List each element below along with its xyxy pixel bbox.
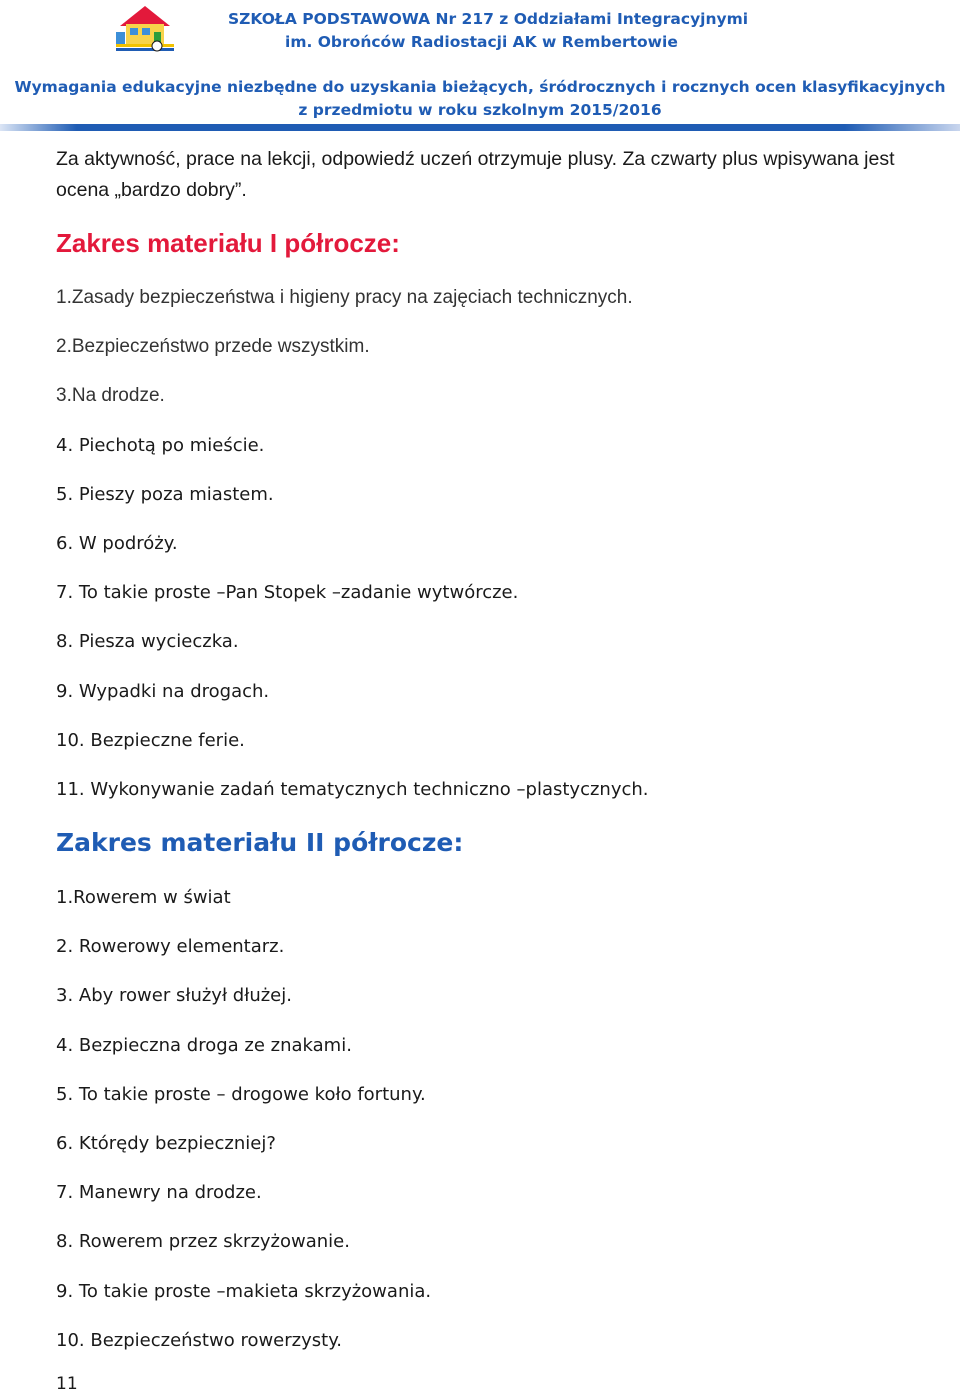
list-item: 5. To takie proste – drogowe koło fortuny.	[56, 1083, 426, 1105]
list-item: 8. Piesza wycieczka.	[56, 631, 239, 653]
list-item: 1.Zasady bezpieczeństwa i higieny pracy na zajęciach technicznych.	[56, 287, 633, 308]
requirements-subtitle: z przedmiotu w roku szkolnym 2015/2016	[298, 101, 662, 119]
list-item: 3. Aby rower służył dłużej.	[56, 985, 292, 1007]
list-item: 4. Piechotą po mieście.	[56, 434, 265, 456]
topic-list-semester-1	[56, 287, 649, 828]
intro-paragraph: Za aktywność, prace na lekcji, odpowiedź uczeń otrzymuje plusy. Za czwarty plus wpisywana jest ocena „bardzo dobry”.	[56, 148, 895, 201]
list-item: 8. Rowerem przez skrzyżowanie.	[56, 1231, 350, 1253]
requirements-title: Wymagania edukacyjne niezbędne do uzyskania bieżących, śródrocznych i rocznych ocen klasyfikacyjnych	[14, 78, 946, 96]
list-item: 10. Bezpieczeństwo rowerzysty.	[56, 1329, 342, 1351]
list-item: 6. Którędy bezpieczniej?	[56, 1132, 276, 1154]
list-item: 3.Na drodze.	[56, 385, 165, 407]
page-header	[0, 0, 960, 132]
school-name: SZKOŁA PODSTAWOWA Nr 217 z Oddziałami Integracyjnymi	[228, 10, 749, 28]
list-item: 7. To takie proste –Pan Stopek –zadanie wytwórcze.	[56, 582, 519, 604]
list-item: 2. Rowerowy elementarz.	[56, 936, 285, 958]
list-item: 2.Bezpieczeństwo przede wszystkim.	[56, 336, 370, 358]
list-item: 11. Wykonywanie zadań tematycznych techniczno –plastycznych.	[56, 778, 649, 800]
section-title-semester-1: Zakres materiału I półrocze:	[56, 228, 400, 258]
school-patron: im. Obrońców Radiostacji AK w Rembertowie	[285, 33, 678, 51]
topic-list-semester-2	[56, 887, 431, 1379]
list-item: 4. Bezpieczna droga ze znakami.	[56, 1034, 352, 1056]
page-number: 11	[56, 1374, 78, 1394]
list-item: 10. Bezpieczne ferie.	[56, 729, 245, 751]
list-item: 1.Rowerem w świat	[56, 887, 231, 908]
school-house-logo	[112, 2, 178, 52]
list-item: 6. W podróży.	[56, 532, 178, 554]
intro-block	[56, 144, 916, 206]
list-item: 5. Pieszy poza miastem.	[56, 483, 274, 505]
list-item: 7. Manewry na drodze.	[56, 1182, 262, 1204]
header-divider	[0, 124, 960, 131]
list-item: 9. Wypadki na drogach.	[56, 680, 270, 702]
list-item: 9. To takie proste –makieta skrzyżowania.	[56, 1280, 432, 1302]
section-title-semester-2: Zakres materiału II półrocze:	[56, 828, 464, 857]
